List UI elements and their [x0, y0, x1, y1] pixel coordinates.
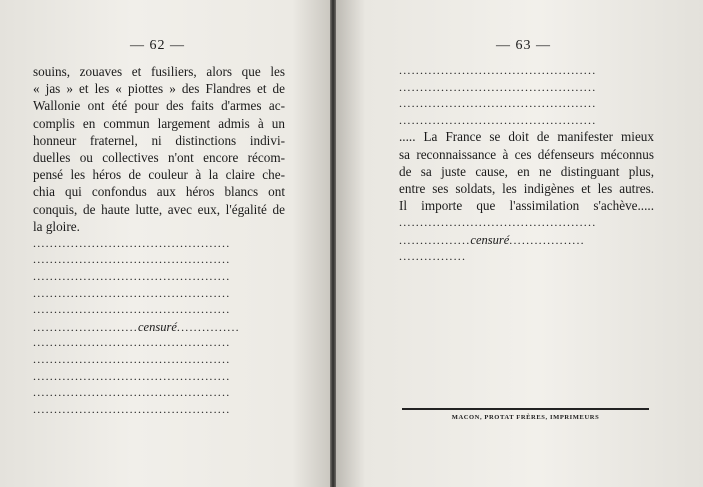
censored-dot-line: ............................................... [33, 401, 231, 416]
censored-dot-line: ............................................... [33, 269, 231, 284]
censored-dot-line: ............................................... [33, 352, 231, 367]
text-line: chia qui confondus aux héros blancs ont [33, 184, 285, 200]
censure-suffix: ............... [176, 319, 240, 334]
censored-dot-line: ............................................... [399, 63, 597, 77]
censored-dot-line: ............................................... [33, 335, 231, 350]
censure-line [33, 318, 285, 335]
text-line: complis en commun largement admis à un [33, 115, 285, 131]
text-line: ..... La France se doit de manifester mieux [399, 129, 654, 145]
censored-dot-line: ............................................... [33, 302, 231, 317]
right-page [336, 0, 703, 487]
censure-mark: censuré [470, 232, 510, 247]
censure-prefix: ......................... [33, 319, 138, 334]
text-line: Il importe que l'assimilation s'achève..... [399, 198, 654, 214]
left-page [0, 0, 332, 487]
printer-imprint: MACON, PROTAT FRÈRES, IMPRIMEURS [451, 414, 600, 421]
censored-dot-line: ............................................... [33, 285, 231, 300]
page-number-left: — 62 — [130, 38, 185, 53]
censored-dot-line: ............................................... [33, 385, 231, 400]
censored-dot-line: ............................................... [399, 96, 597, 111]
page-number-right: — 63 — [496, 38, 551, 53]
text-line: la gloire. [33, 218, 80, 234]
censored-dot-line: ............................................... [399, 79, 597, 94]
censure-mark: censuré [138, 319, 177, 334]
censure-line [399, 231, 654, 248]
right-page-body [399, 62, 654, 264]
text-line: de sa juste cause, en ne distinguant plus, [399, 163, 654, 179]
left-page-body [33, 63, 285, 417]
text-line: entre ses soldats, les indigènes et les autres. [399, 180, 654, 196]
text-line: « jas » et les « piottes » des Flandres et de [33, 81, 285, 97]
text-line: souins, zouaves et fusiliers, alors que les [33, 64, 285, 79]
censored-dot-line: ............................................... [399, 215, 597, 230]
censored-dot-line: ............................................... [33, 368, 231, 383]
imprint-rule [402, 408, 649, 410]
censored-dot-line: ............................................... [33, 235, 231, 250]
censored-dot-line: ................ [399, 248, 467, 263]
censored-dot-line: ............................................... [399, 112, 597, 127]
text-line: sa reconnaissance à ces défenseurs méconnus [399, 146, 654, 162]
text-line: honneur fraternel, ni distinctions indivi- [33, 132, 285, 148]
text-line: conquis, de haute lutte, avec eux, l'égalité de [33, 201, 285, 217]
censure-suffix: .................. [509, 232, 585, 247]
text-line: duelles ou collectives n'ont encore récom- [33, 149, 285, 165]
censored-dot-line: ............................................... [33, 252, 231, 267]
text-line: Wallonie ont été pour des faits d'armes ac- [33, 98, 285, 114]
text-line: pensé les héros de couleur à la claire che- [33, 167, 285, 183]
censure-prefix: ................. [399, 232, 471, 247]
